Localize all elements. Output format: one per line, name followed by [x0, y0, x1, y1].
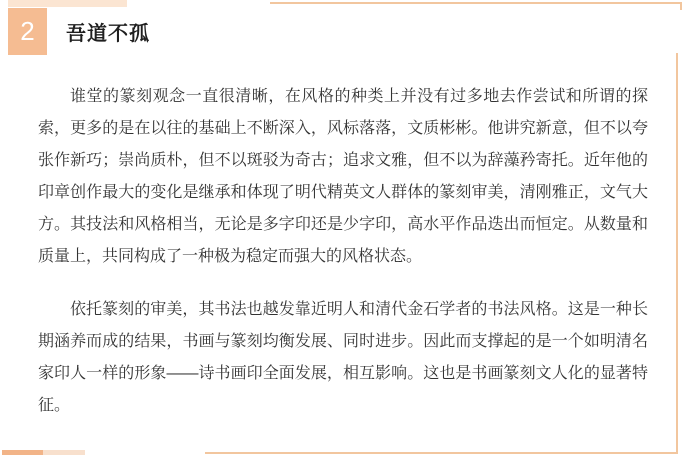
article-paragraph: 谁堂的篆刻观念一直很清晰，在风格的种类上并没有过多地去作尝试和所谓的探索，更多的是在以往的基础上不断深入，风标落落，文质彬彬。他讲究新意，但不以夸张作新巧；崇尚质朴，但不以斑驳为奇古；追求文雅，但不以为辞藻矜寄托。近年他的印章创作最大的变化是继承和体现了明代精英文人群体的篆刻审美，清刚雅正，文气大方。其技法和风格相当，无论是多字印还是少字印，高水平作品迭出而恒定。从数量和质量上，共同构成了一种极为稳定而强大的风格状态。	[38, 88, 648, 265]
frame-top-border	[270, 2, 682, 10]
article-body	[38, 81, 648, 422]
frame-bottom-border	[205, 452, 678, 454]
article-paragraph: 依托篆刻的审美，其书法也越发靠近明人和清代金石学者的书法风格。这是一种长期涵养而成的结果，书画与篆刻均衡发展、同时进步。因此而支撑起的是一个如明清名家印人一样的形象——诗书画印全面发展，相互影响。这也是书画篆刻文人化的显著特征。	[38, 301, 648, 414]
bottom-left-accent-dark	[2, 450, 43, 455]
section-header	[8, 8, 150, 55]
bottom-left-accent-light	[43, 450, 85, 455]
section-number-badge: 2	[8, 8, 47, 55]
section-title: 吾道不孤	[66, 23, 150, 45]
frame-right-border	[676, 53, 678, 453]
badge-back-accent-bar	[8, 0, 127, 7]
